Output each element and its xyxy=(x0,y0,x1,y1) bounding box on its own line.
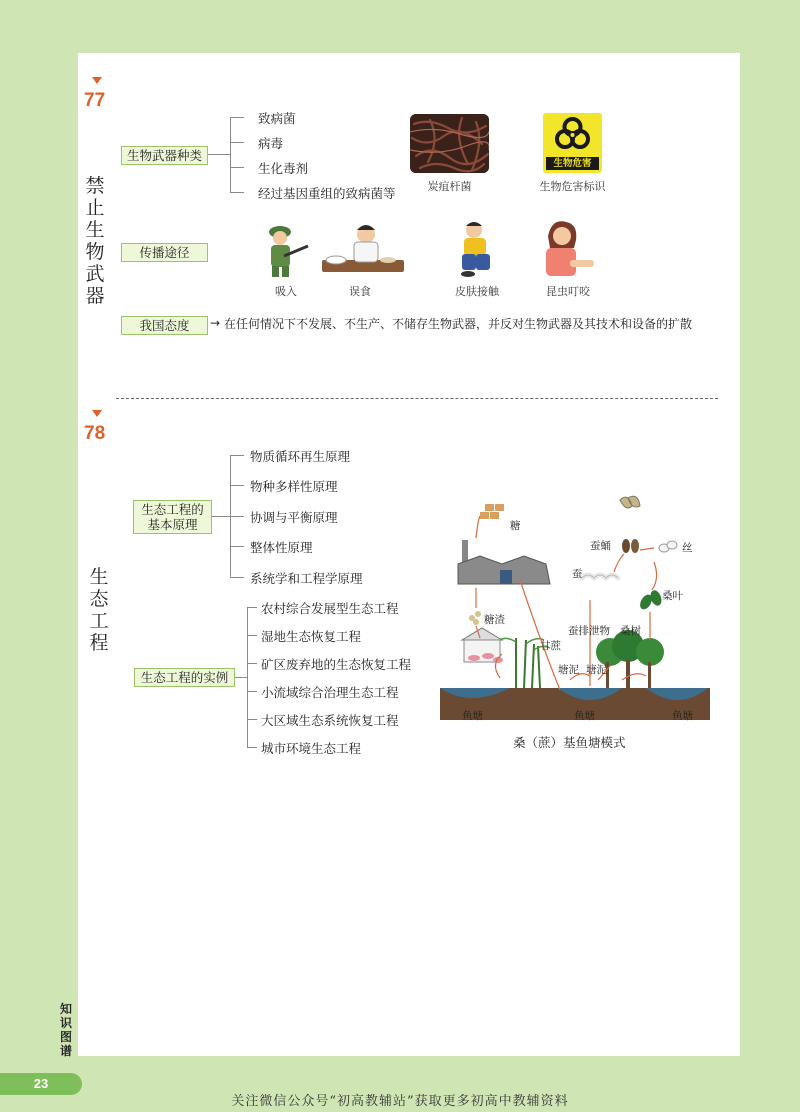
examples-box: 生态工程的实例 xyxy=(134,668,235,687)
biohazard-sign xyxy=(543,113,602,173)
example-item: 城市环境生态工程 xyxy=(261,741,362,756)
connector xyxy=(247,747,257,748)
weapon-type-item: 生化毒剂 xyxy=(258,161,309,176)
diagram-label-fishpond: 鱼塘 xyxy=(462,710,483,722)
diagram-label-pond-mud: 塘泥 xyxy=(558,664,579,676)
connector xyxy=(247,607,257,608)
mulberry-fishpond-diagram xyxy=(440,490,710,730)
page-number: 23 xyxy=(0,1073,82,1095)
section-77-title: 禁止生物武器 xyxy=(85,175,105,307)
section-77-number: 77 xyxy=(84,90,105,112)
diagram-label-sugarcane: 甘蔗 xyxy=(540,640,561,652)
biohazard-caption: 生物危害标识 xyxy=(539,180,606,193)
weapon-type-item: 经过基因重组的致病菌等 xyxy=(258,186,396,201)
connector xyxy=(235,677,247,678)
diagram-label-mulberry-leaf: 桑叶 xyxy=(662,590,683,602)
connector xyxy=(230,142,244,143)
example-item: 农村综合发展型生态工程 xyxy=(261,601,399,616)
connector xyxy=(208,154,230,155)
china-attitude-box: 我国态度 xyxy=(121,316,208,335)
skin-contact-illustration xyxy=(456,220,498,278)
diagram-label-fishpond: 鱼塘 xyxy=(672,710,693,722)
biohazard-icon xyxy=(543,113,602,157)
connector xyxy=(230,117,244,118)
example-item: 大区域生态系统恢复工程 xyxy=(261,713,399,728)
ingestion-illustration xyxy=(322,220,404,278)
weapon-types-box: 生物武器种类 xyxy=(121,146,208,165)
example-item: 矿区废弃地的生态恢复工程 xyxy=(261,657,412,672)
connector xyxy=(230,546,244,547)
connector xyxy=(230,455,244,456)
diagram-label-silk: 丝 xyxy=(682,542,693,554)
connector xyxy=(212,516,230,517)
section-78-title: 生态工程 xyxy=(89,566,109,654)
route-caption: 昆虫叮咬 xyxy=(546,285,590,298)
connector xyxy=(247,663,257,664)
weapon-type-item: 致病菌 xyxy=(258,111,296,126)
connector xyxy=(230,516,244,517)
route-caption: 误食 xyxy=(349,285,371,298)
principle-item: 物质循环再生原理 xyxy=(250,449,351,464)
diagram-label-mulberry-tree: 桑树 xyxy=(620,625,641,637)
route-caption: 吸入 xyxy=(275,285,297,298)
attitude-text: 在任何情况下不发展、不生产、不储存生物武器，并反对生物武器及其技术和设备的扩散 xyxy=(224,317,693,331)
insect-bite-illustration xyxy=(540,220,596,278)
section-78-number: 78 xyxy=(84,423,105,445)
connector xyxy=(247,635,257,636)
diagram-label-silkworm-waste: 蚕排泄物 xyxy=(568,625,610,637)
connector xyxy=(230,167,244,168)
connector xyxy=(230,117,231,192)
example-item: 小流域综合治理生态工程 xyxy=(261,685,399,700)
attitude-arrow: → xyxy=(210,316,221,330)
weapon-type-item: 病毒 xyxy=(258,136,284,151)
basic-principles-box: 生态工程的基本原理 xyxy=(133,500,212,534)
diagram-label-pond-mud: 塘泥 xyxy=(586,664,607,676)
route-caption: 皮肤接触 xyxy=(455,285,499,298)
biohazard-sign-text: 生物危害 xyxy=(546,157,599,170)
sugar-bags xyxy=(480,504,504,519)
footer-note: 关注微信公众号“初高教辅站”获取更多初高中教辅资料 xyxy=(231,1094,569,1109)
principle-item: 协调与平衡原理 xyxy=(250,510,338,525)
diagram-label-pupa: 蚕蛹 xyxy=(590,540,611,552)
transmission-route-box: 传播途径 xyxy=(121,243,208,262)
connector xyxy=(247,719,257,720)
inhalation-illustration xyxy=(262,222,310,278)
example-item: 湿地生态恢复工程 xyxy=(261,629,362,644)
diagram-label-silkworm: 蚕 xyxy=(572,568,583,580)
principle-item: 物种多样性原理 xyxy=(250,479,338,494)
connector xyxy=(247,691,257,692)
diagram-label-fishpond: 鱼塘 xyxy=(574,710,595,722)
principle-item: 整体性原理 xyxy=(250,540,313,555)
anthrax-caption: 炭疽杆菌 xyxy=(427,180,472,193)
connector xyxy=(230,192,244,193)
diagram-caption: 桑（蔗）基鱼塘模式 xyxy=(513,735,626,750)
connector xyxy=(247,607,248,747)
connector xyxy=(230,577,244,578)
diagram-graphic xyxy=(440,490,710,730)
section-divider xyxy=(116,398,718,399)
connector xyxy=(230,485,244,486)
principle-item: 系统学和工程学原理 xyxy=(250,571,363,586)
diagram-label-sugar: 糖 xyxy=(510,520,521,532)
diagram-label-bagasse: 糖渣 xyxy=(484,614,505,626)
anthrax-image xyxy=(410,114,489,173)
side-tab-label: 知识图谱 xyxy=(59,1002,72,1058)
